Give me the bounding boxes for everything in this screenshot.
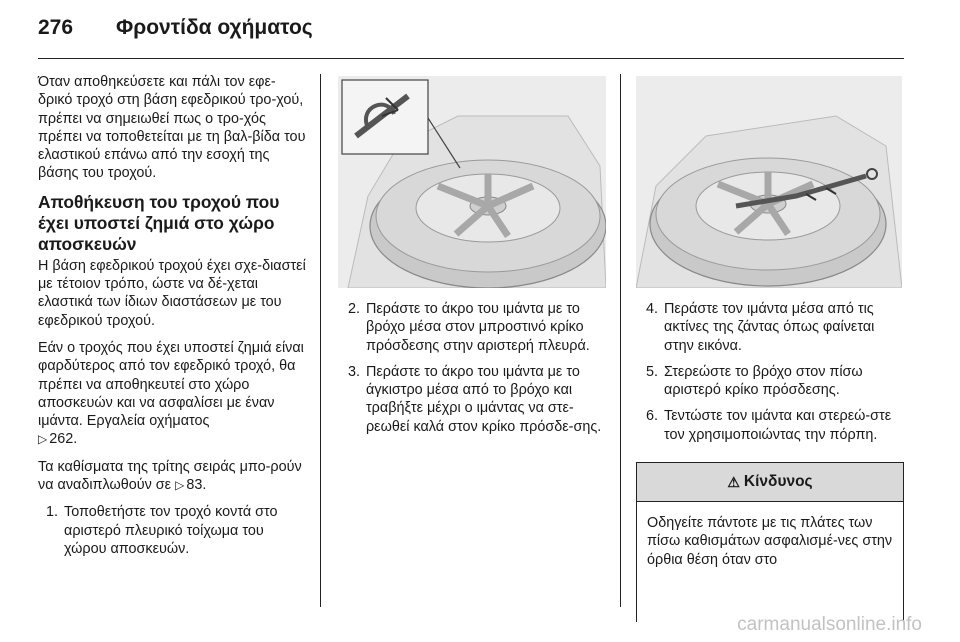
step-item [638, 300, 904, 355]
danger-warning-box [636, 462, 904, 622]
paragraph-2 [38, 339, 310, 449]
paragraph-3-text: Τα καθίσματα της τρίτης σειράς μπο-ρούν να αναδιπλωθούν σε [38, 458, 302, 494]
danger-text: Οδηγείτε πάντοτε με τις πλάτες των πίσω καθισμάτων ασφαλισμέ-νες στην όρθια θέση όταν στο [647, 515, 893, 568]
step-number: 5. [646, 363, 659, 380]
step-number: 1. [46, 504, 59, 521]
step-number: 4. [646, 301, 659, 317]
tyre-strap-drawing [636, 76, 902, 288]
step-text: Περάστε το άκρο του ιμάντα με το άγκιστρο μέσα από το βρόχο και τραβήξτε μέχρι ο ιμάντας να στε-ρεωθεί καλά στον κρίκο πρόσδε-σης. [366, 363, 602, 435]
watermark: carmanualsonline.info [737, 614, 922, 635]
paragraph-1: Η βάση εφεδρικού τροχού έχει σχε-διαστεί με τέτοιον τρόπο, ώστε να δέ-χεται ελαστικά των ίδιων διαστάσεων με του εφεδρικού τροχού. [38, 257, 306, 329]
step-number: 3. [348, 363, 361, 380]
cross-reference[interactable]: 262. [49, 431, 78, 448]
intro-paragraph: Όταν αποθηκεύσετε και πάλι τον εφε-δρικό τροχό στη βάση εφεδρικού τρο-χού, πρέπει να σημειωθεί πως ο τρο-χός πρέπει να τοποθετείται με τη βαλ-βίδα του ελαστικού επάνω από την εσοχή της βάσης του τροχού. [38, 74, 306, 182]
arrow-reference-icon: ▷ [38, 432, 48, 447]
step-text: Τεντώστε τον ιμάντα και στερεώ-στε τον χρησιμοποιώντας την πόρπη. [664, 408, 892, 443]
step-number: 6. [646, 408, 659, 425]
step-item [340, 363, 606, 436]
step-text: Περάστε το άκρο του ιμάντα με το βρόχο μέσα στον μπροστινό κρίκο πρόσδεσης στην αριστερή πλευρά. [366, 301, 590, 354]
tyre-strap-drawing [338, 76, 606, 288]
spare-wheel-illustration-2 [636, 76, 902, 288]
paragraph-3 [38, 458, 310, 495]
cross-reference[interactable]: 83. [186, 477, 207, 494]
step-number: 2. [348, 301, 361, 317]
section-heading: Αποθήκευση του τροχού που έχει υποστεί ζημιά στο χώρο αποσκευών [38, 191, 280, 254]
paragraph-2-text: Εάν ο τροχός που έχει υποστεί ζημιά είναι φαρδύτερος από τον εφεδρικό τροχό, θα πρέπει να αποθηκευτεί στο χώρο αποσκευών και να ασφαλίσει με έναν ιμάντα. Εργαλεία οχήματος [38, 339, 304, 430]
page-title: Φροντίδα οχήματος [116, 16, 313, 39]
step-item [638, 363, 904, 400]
header-rule [38, 58, 904, 59]
step-item [38, 503, 310, 558]
step-text: Στερεώστε το βρόχο στον πίσω αριστερό κρίκο πρόσδεσης. [664, 363, 863, 399]
step-text: Τοποθετήστε τον τροχό κοντά στο αριστερό πλευρικό τοίχωμα του χώρου αποσκευών. [64, 504, 278, 557]
page-number: 276 [38, 16, 74, 39]
danger-title: Κίνδυνος [743, 473, 813, 490]
column-2 [340, 300, 606, 444]
step-item [638, 407, 904, 444]
arrow-reference-icon: ▷ [175, 478, 185, 493]
spare-wheel-illustration-1 [338, 76, 606, 288]
column-3 [638, 300, 904, 452]
column-divider [620, 74, 621, 607]
step-text: Περάστε τον ιμάντα μέσα από τις ακτίνες της ζάντας όπως φαίνεται στην εικόνα. [664, 301, 875, 354]
step-item [340, 300, 606, 355]
danger-header [637, 462, 903, 502]
column-1 [38, 73, 310, 566]
warning-triangle-icon: ⚠ [727, 473, 740, 490]
column-divider [320, 74, 321, 607]
